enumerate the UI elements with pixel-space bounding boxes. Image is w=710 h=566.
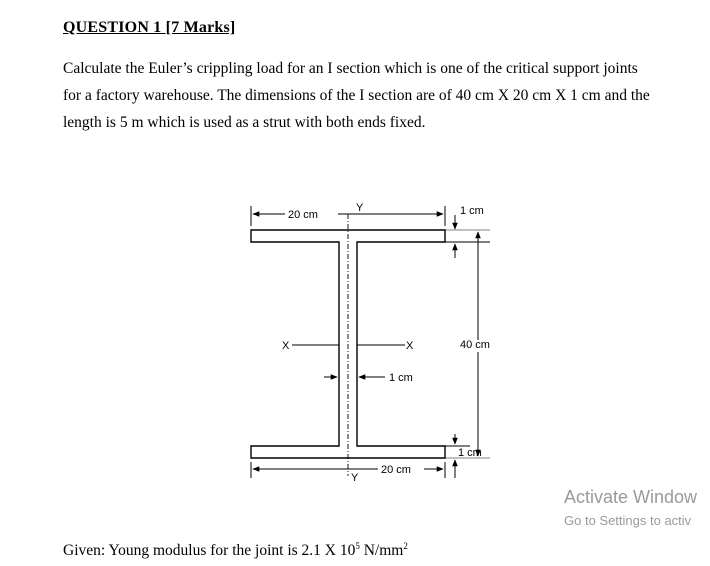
bottom-flange-thickness-label: 1 cm (458, 447, 482, 459)
question-text-line-2: for a factory warehouse. The dimensions of the I section are of 40 cm X 20 cm X 1 cm and the (63, 87, 650, 104)
top-flange-width-label: 20 cm (288, 209, 318, 221)
given-unit: N/mm (359, 542, 404, 560)
web-thickness-label: 1 cm (389, 372, 413, 384)
top-flange-thickness-label: 1 cm (460, 205, 484, 217)
given-prefix: Given: Young modulus for the joint is 2.1 X 10 (63, 542, 356, 560)
given-unit-exponent: 2 (403, 541, 408, 551)
question-text-line-1: Calculate the Euler’s crippling load for an I section which is one of the critical support joints (63, 60, 638, 77)
activate-windows-subtitle: Go to Settings to activ (564, 513, 692, 528)
given-statement (63, 541, 408, 560)
activate-windows-title: Activate Window (564, 487, 698, 507)
axis-y-top-label: Y (356, 202, 364, 214)
question-text-line-3: length is 5 m which is used as a strut with both ends fixed. (63, 114, 426, 131)
axis-x-right-label: X (406, 340, 414, 352)
axis-x-left-label: X (282, 340, 290, 352)
axis-y-bottom-label: Y (351, 472, 359, 484)
given-exponent: 5 (355, 541, 360, 551)
question-heading: QUESTION 1 [7 Marks] (63, 19, 236, 36)
bottom-flange-width-label: 20 cm (381, 464, 411, 476)
overall-depth-label: 40 cm (460, 339, 490, 351)
